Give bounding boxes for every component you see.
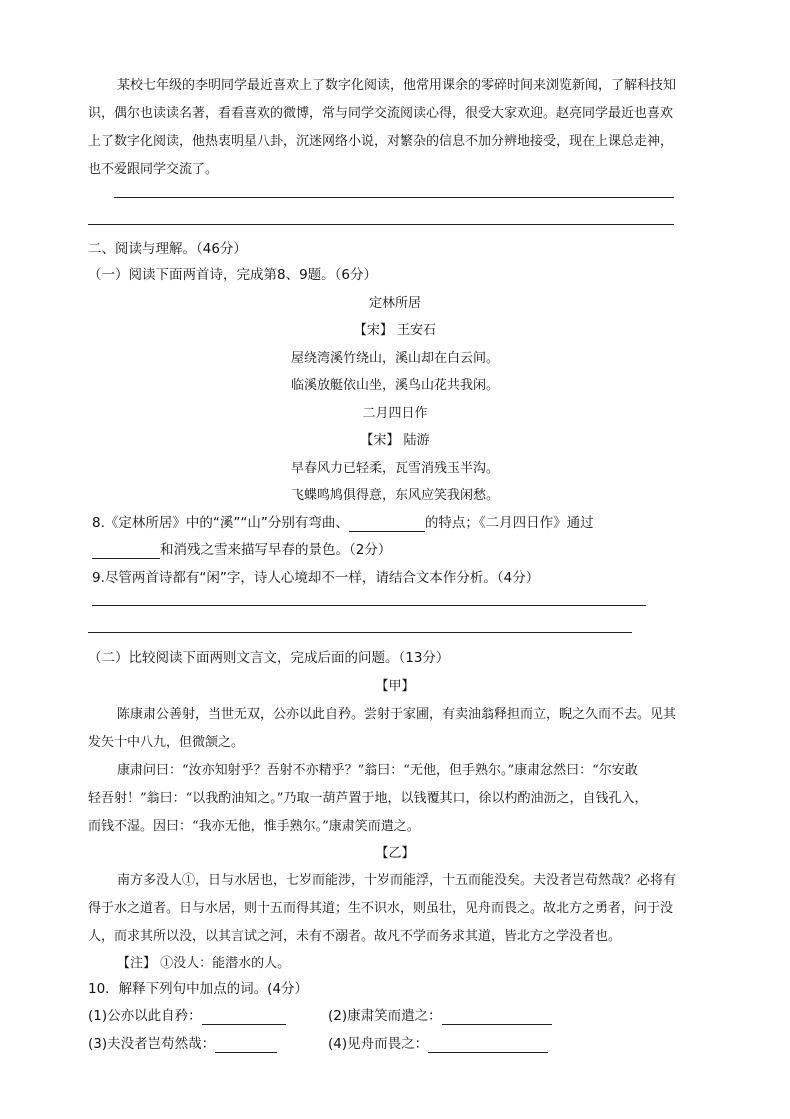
q10-item-label: (2)康肃笑而遣之： (328, 1008, 442, 1024)
poem-line: 屋绕湾溪竹绕山，溪山却在白云间。 (290, 351, 499, 366)
classical-line: 南方多没人①，日与水居也，七岁而能涉，十岁而能浮，十五而能没矣。夫没者岂苟然哉？必将有 (117, 873, 677, 888)
poem-title: 定林所居 (368, 296, 421, 311)
passage-line: 识，偶尔也读读名著，看看喜欢的微博，常与同学交流阅读心得，很受大家欢迎。赵亮同学最近也喜欢 (88, 106, 674, 121)
q8-text-3: 和消残之雪来描写早春的景色。（2分） (160, 542, 392, 558)
text-label-jia: 【甲】 (375, 679, 415, 694)
section-heading: 二、阅读与理解。（46分） (88, 241, 247, 257)
q10-item (328, 1032, 548, 1053)
poem-line: 早春风力已轻柔，瓦雪消残玉半沟。 (290, 461, 499, 476)
passage-line: 上了数字化阅读，他热衷明星八卦，沉迷网络小说，对繁杂的信息不加分辨地接受，现在上课总走神， (88, 134, 674, 149)
classical-line: 人，而求其所以没，以其言试之河，未有不溺者。故凡不学而务求其道，皆北方之学没者也。 (88, 929, 622, 944)
classical-line: 而钱不湿。因曰：“我亦无他，惟手熟尔。”康肃笑而遣之。 (88, 819, 420, 834)
q8-text-2: 的特点；《二月四日作》通过 (424, 515, 594, 531)
footnote: 【注】 ①没人：能潜水的人。 (117, 956, 291, 971)
poem-line: 临溪放艇依山坐，溪鸟山花共我闲。 (290, 378, 499, 393)
q10-blank-2[interactable] (442, 1008, 552, 1025)
poem-line: 飞蝶鸣鸠俱得意，东风应笑我闲愁。 (290, 488, 499, 503)
classical-line: 陈康肃公善射，当世无双，公亦以此自矜。尝射于家圃，有卖油翁释担而立，睨之久而不去。见其 (117, 707, 677, 722)
passage-line: 也不爱跟同学交流了。 (88, 162, 219, 177)
q10-item (88, 1004, 286, 1025)
part-title: （二）比较阅读下面两则文言文，完成后面的问题。（13分） (88, 650, 450, 666)
answer-line[interactable] (88, 224, 674, 225)
classical-line: 轻吾射！”翁曰：“以我酌油知之。”乃取一葫芦置于地，以钱覆其口，徐以杓酌油沥之，自钱孔入， (88, 791, 648, 806)
q10-blank-1[interactable] (202, 1008, 286, 1025)
answer-line[interactable] (92, 605, 646, 606)
classical-line: 发矢十中八九，但微颔之。 (88, 735, 245, 750)
q8-blank-1[interactable] (349, 515, 425, 532)
text-label-yi: 【乙】 (375, 846, 415, 861)
poem-author: 【宋】 陆游 (360, 433, 430, 448)
poem-title: 二月四日作 (362, 406, 428, 421)
part-title: （一）阅读下面两首诗，完成第8、9题。（6分） (88, 267, 378, 283)
classical-line: 康肃问曰：“汝亦知射乎？吾射不亦精乎？”翁曰：“无他，但手熟尔。”康肃忿然曰：“尔安敢 (117, 763, 638, 778)
answer-line[interactable] (88, 632, 632, 633)
passage-line: 某校七年级的李明同学最近喜欢上了数字化阅读，他常用课余的零碎时间来浏览新闻，了解科技知 (117, 78, 677, 93)
question-8-cont (92, 538, 391, 559)
q10-blank-4[interactable] (428, 1036, 548, 1053)
question-10: 10．解释下列句中加点的词。(4分） (88, 981, 309, 997)
q10-item (328, 1004, 552, 1025)
question-9: 9.尽管两首诗都有“闲”字，诗人心境却不一样，请结合文本作分析。（4分） (92, 570, 540, 586)
q10-item (88, 1032, 277, 1053)
q10-item-label: (4)见舟而畏之： (328, 1036, 429, 1052)
q8-text-1: 8.《定林所居》中的“溪”“山”分别有弯曲、 (92, 515, 349, 531)
q10-item-label: (3)夫没者岂苟然哉： (88, 1036, 216, 1052)
q10-item-label: (1)公亦以此自矜： (88, 1008, 202, 1024)
answer-line[interactable] (114, 197, 674, 198)
poem-author: 【宋】 王安石 (353, 323, 437, 338)
q10-blank-3[interactable] (215, 1036, 277, 1053)
classical-line: 得于水之道者。日与水居，则十五而得其道；生不识水，则虽壮，见舟而畏之。故北方之勇者，问于没 (88, 901, 674, 916)
q8-blank-2[interactable] (92, 542, 160, 559)
question-8 (92, 511, 594, 532)
